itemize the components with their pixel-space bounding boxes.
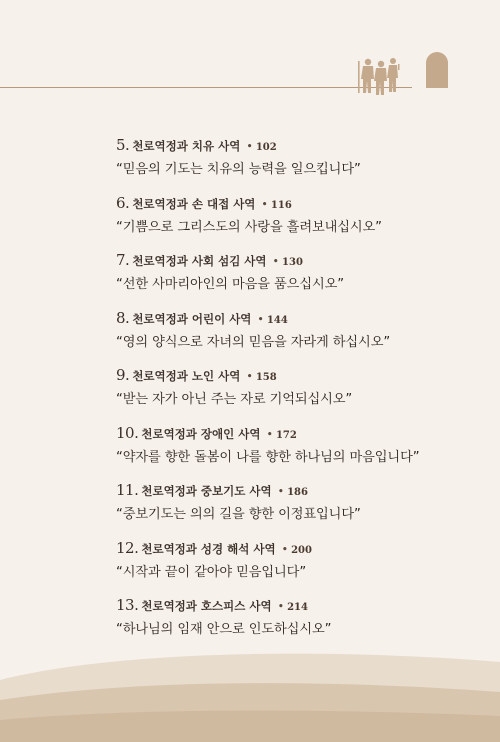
entry-title: 천로역정과 어린이 사역 <box>132 311 252 326</box>
bullet-separator: • <box>281 542 289 556</box>
entry-title: 천로역정과 손 대접 사역 <box>132 196 256 211</box>
bullet-separator: • <box>246 370 253 383</box>
entry-number: 13. <box>116 596 139 614</box>
entry-number: 6. <box>116 193 130 212</box>
entry-quote: “기쁨으로 그리스도의 사랑을 흘려보내십시오” <box>116 219 382 235</box>
bullet-separator: • <box>246 140 253 153</box>
entry-number: 10. <box>116 423 139 442</box>
entry-title: 천로역정과 노인 사역 <box>132 369 241 383</box>
entry-quote: “믿음의 기도는 치유의 능력을 일으킵니다” <box>116 162 361 177</box>
bullet-separator: • <box>261 197 268 211</box>
toc-entry-5[interactable] <box>116 135 476 193</box>
bullet-separator: • <box>257 312 264 326</box>
toc-entry-12[interactable] <box>116 538 476 596</box>
entry-title: 천로역정과 호스피스 사역 <box>141 599 272 613</box>
entry-page-number: 200 <box>291 544 312 556</box>
entry-number: 11. <box>116 481 139 499</box>
toc-entry-9[interactable] <box>116 365 476 423</box>
entry-number: 8. <box>116 308 130 327</box>
entry-number: 7. <box>116 251 130 269</box>
toc-entry-10[interactable] <box>116 423 476 481</box>
toc-entry-6[interactable] <box>116 193 476 251</box>
entry-title: 천로역정과 성경 해석 사역 <box>141 541 276 556</box>
entry-quote: “약자를 향한 돌봄이 나를 향한 하나님의 마음입니다” <box>116 449 420 465</box>
entry-title: 천로역정과 치유 사역 <box>132 139 241 153</box>
entry-number: 9. <box>116 366 130 384</box>
entry-quote: “시작과 끝이 같아야 믿음입니다” <box>116 564 307 580</box>
entry-title: 천로역정과 사회 섬김 사역 <box>132 254 267 268</box>
entry-quote: “중보기도는 의의 길을 향한 이정표입니다” <box>116 507 361 522</box>
entry-number: 5. <box>116 136 130 154</box>
toc-entry-11[interactable] <box>116 480 476 538</box>
bullet-separator: • <box>272 255 280 268</box>
entry-page-number: 214 <box>287 602 308 613</box>
toc-entry-8[interactable] <box>116 308 476 366</box>
decorative-ground <box>0 640 500 742</box>
entry-page-number: 158 <box>255 372 277 383</box>
entry-page-number: 116 <box>270 199 292 211</box>
toc-entry-7[interactable] <box>116 250 476 308</box>
entry-quote: “영의 양식으로 자녀의 믿음을 자라게 하십시오” <box>116 334 391 350</box>
entry-page-number: 130 <box>282 257 303 268</box>
entry-title: 천로역정과 중보기도 사역 <box>141 484 272 498</box>
bullet-separator: • <box>277 485 285 498</box>
entry-quote: “선한 사마리아인의 마음을 품으십시오” <box>116 277 344 292</box>
entry-page-number: 102 <box>255 142 277 153</box>
entry-quote: “받는 자가 아닌 주는 자로 기억되십시오” <box>116 392 353 407</box>
entry-page-number: 144 <box>266 314 288 326</box>
header-rule <box>0 87 412 88</box>
arched-door-icon <box>426 52 448 88</box>
table-of-contents <box>116 135 476 653</box>
entry-number: 12. <box>116 538 139 557</box>
entry-page-number: 172 <box>275 429 297 441</box>
entry-quote: “하나님의 임재 안으로 인도하십시오” <box>116 622 332 637</box>
bullet-separator: • <box>277 600 285 613</box>
entry-title: 천로역정과 장애인 사역 <box>141 426 261 441</box>
entry-page-number: 186 <box>287 487 308 498</box>
pilgrims-icon <box>356 55 400 97</box>
bullet-separator: • <box>266 427 273 441</box>
